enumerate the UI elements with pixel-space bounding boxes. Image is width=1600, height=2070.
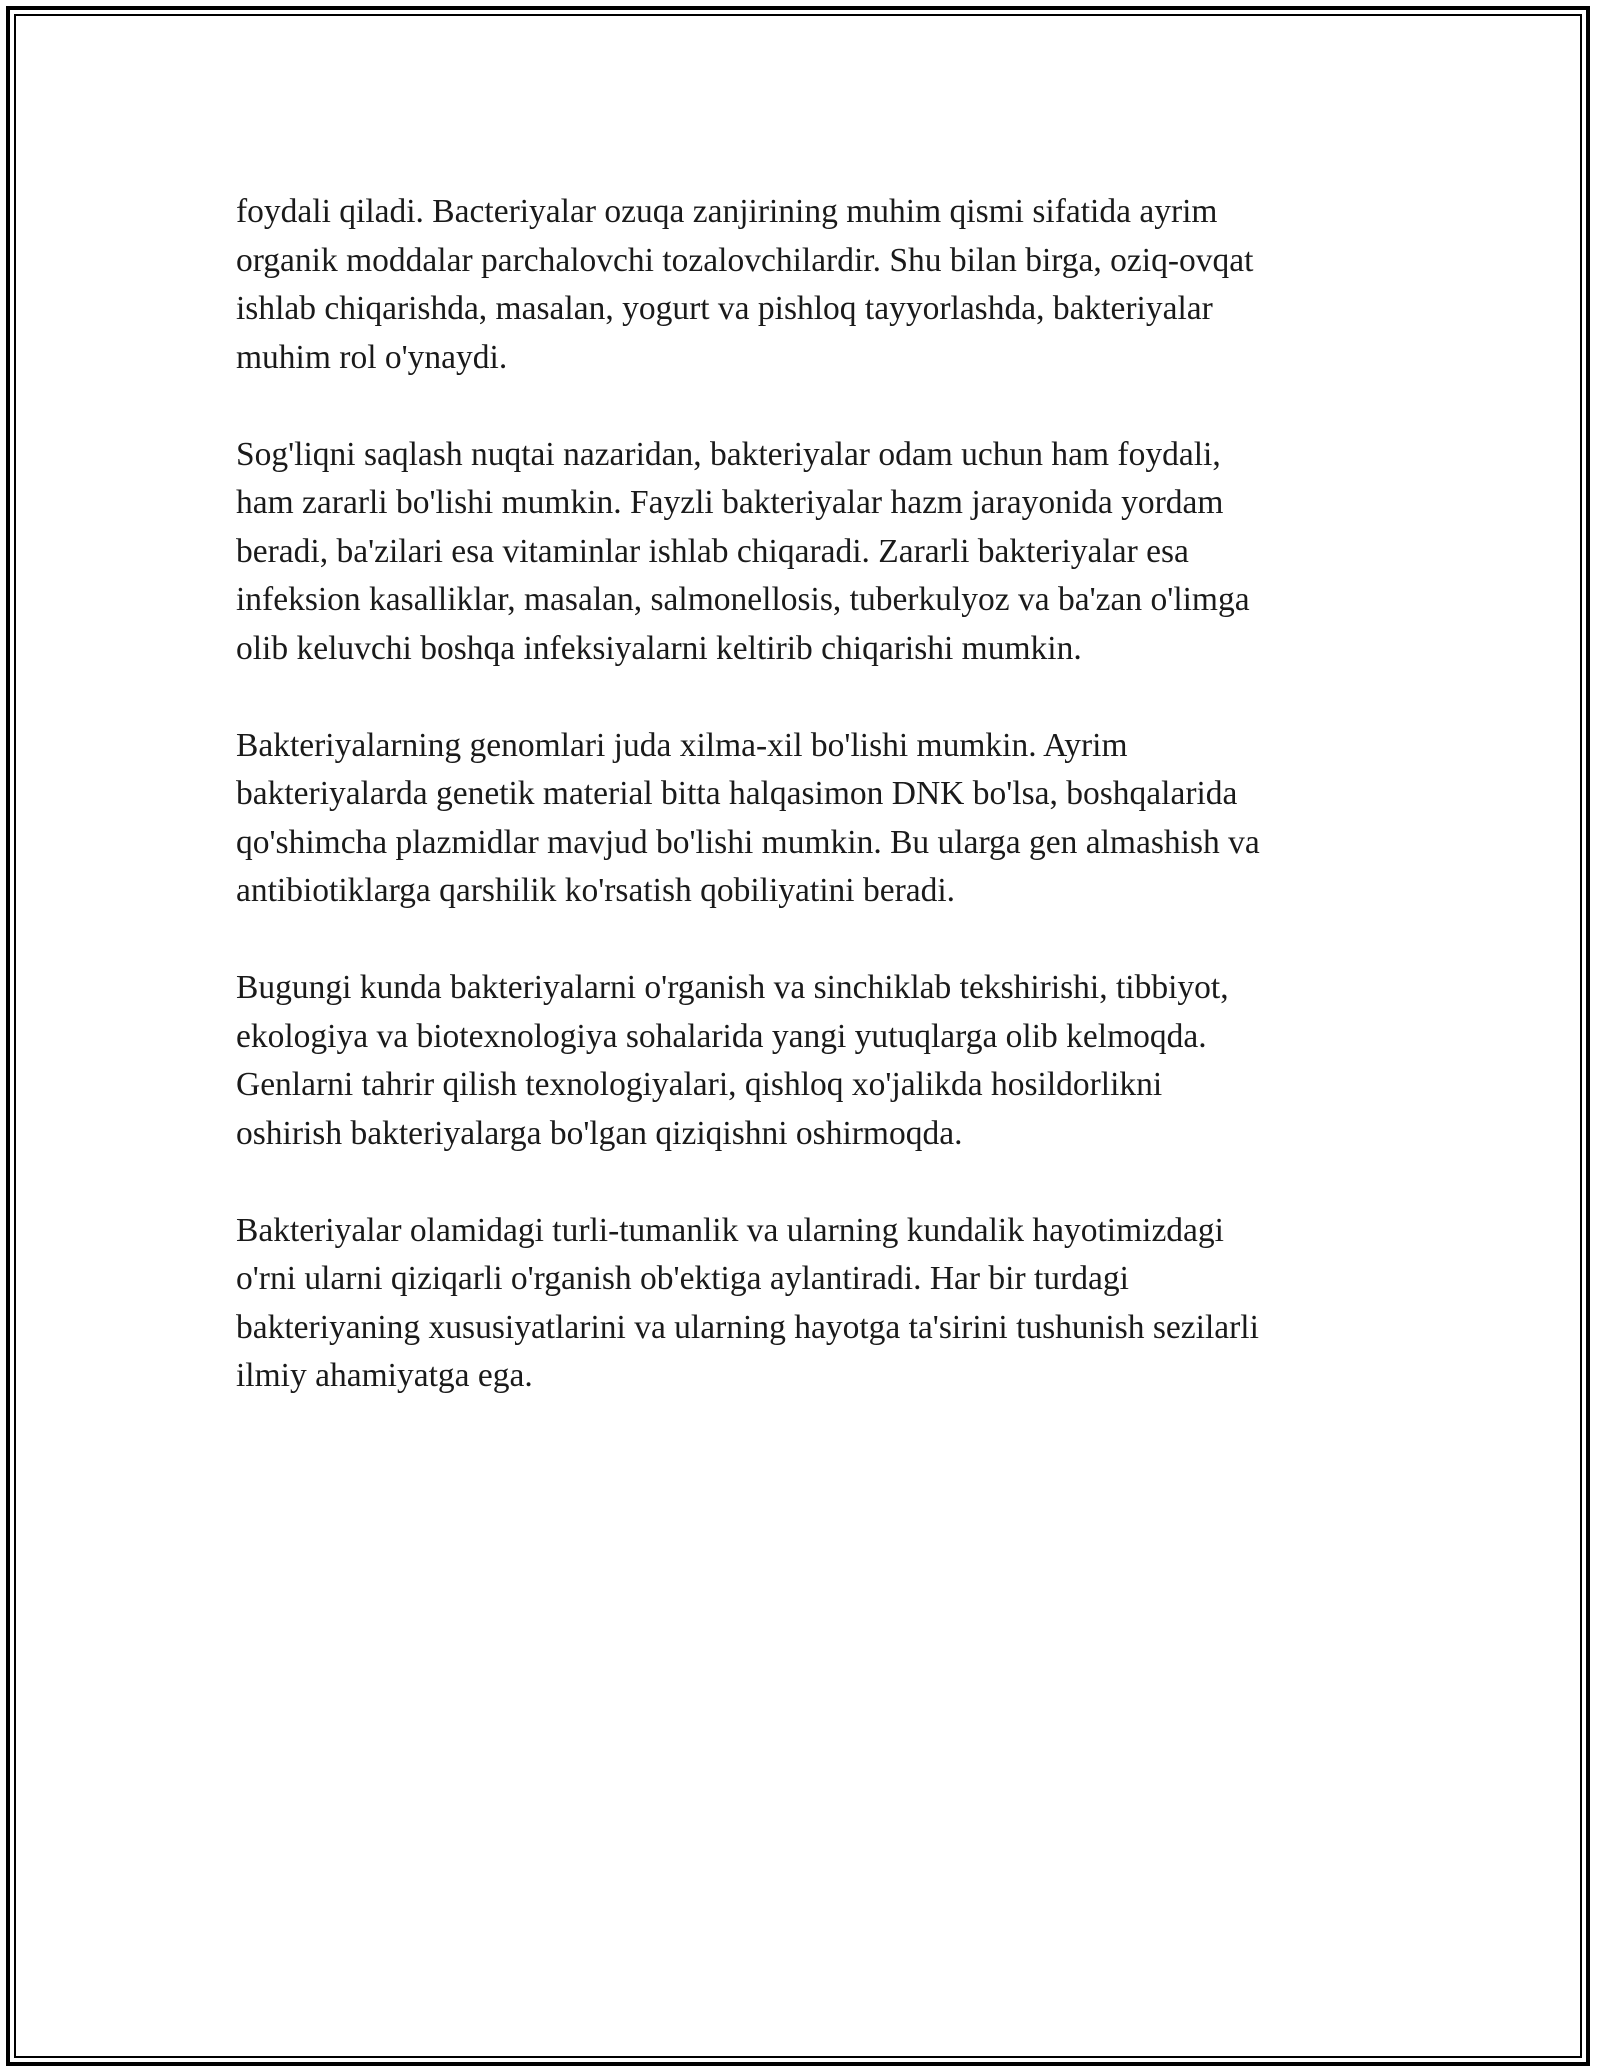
paragraph-food-chain: foydali qiladi. Bacteriyalar ozuqa zanjirining muhim qismi sifatida ayrim organik moddalar parchalovchi tozalovchilardir. Shu bilan birga, oziq-ovqat ishlab chiqarishda, masalan, yogurt va pishloq tayyorlashda, bakteriyalar muhim rol o'ynaydi. <box>236 193 1254 376</box>
paragraph-health: Sog'liqni saqlash nuqtai nazaridan, bakteriyalar odam uchun ham foydali, ham zararli bo'lishi mumkin. Fayzli bakteriyalar hazm jarayonida yordam beradi, ba'zilari esa vitaminlar ishlab chiqaradi. Zararli bakteriyalar esa infeksion kasalliklar, masalan, salmonellosis, tuberkulyoz va ba'zan o'limga olib keluvchi boshqa infeksiyalarni keltirib chiqarishi mumkin. <box>236 435 1250 667</box>
document-body <box>236 188 1386 1449</box>
paragraph-genomes: Bakteriyalarning genomlari juda xilma-xil bo'lishi mumkin. Ayrim bakteriyalarda genetik material bitta halqasimon DNK bo'lsa, boshqalarida qo'shimcha plazmidlar mavjud bo'lishi mumkin. Bu ularga gen almashish va antibiotiklarga qarshilik ko'rsatish qobiliyatini beradi. <box>236 726 1260 909</box>
paragraph-research: Bugungi kunda bakteriyalarni o'rganish va sinchiklab tekshirishi, tibbiyot, ekologiya va biotexnologiya sohalarida yangi yutuqlarga olib kelmoqda. Genlarni tahrir qilish texnologiyalari, qishloq xo'jalikda hosildorlikni oshirish bakteriyalarga bo'lgan qiziqishni oshirmoqda. <box>236 969 1229 1152</box>
paragraph-conclusion: Bakteriyalar olamidagi turli-tumanlik va ularning kundalik hayotimizdagi o'rni ularni qiziqarli o'rganish ob'ektiga aylantiradi. Har bir turdagi bakteriyaning xususiyatlarini va ularning hayotga ta'sirini tushunish sezilarli ilmiy ahamiyatga ega. <box>236 1211 1259 1394</box>
